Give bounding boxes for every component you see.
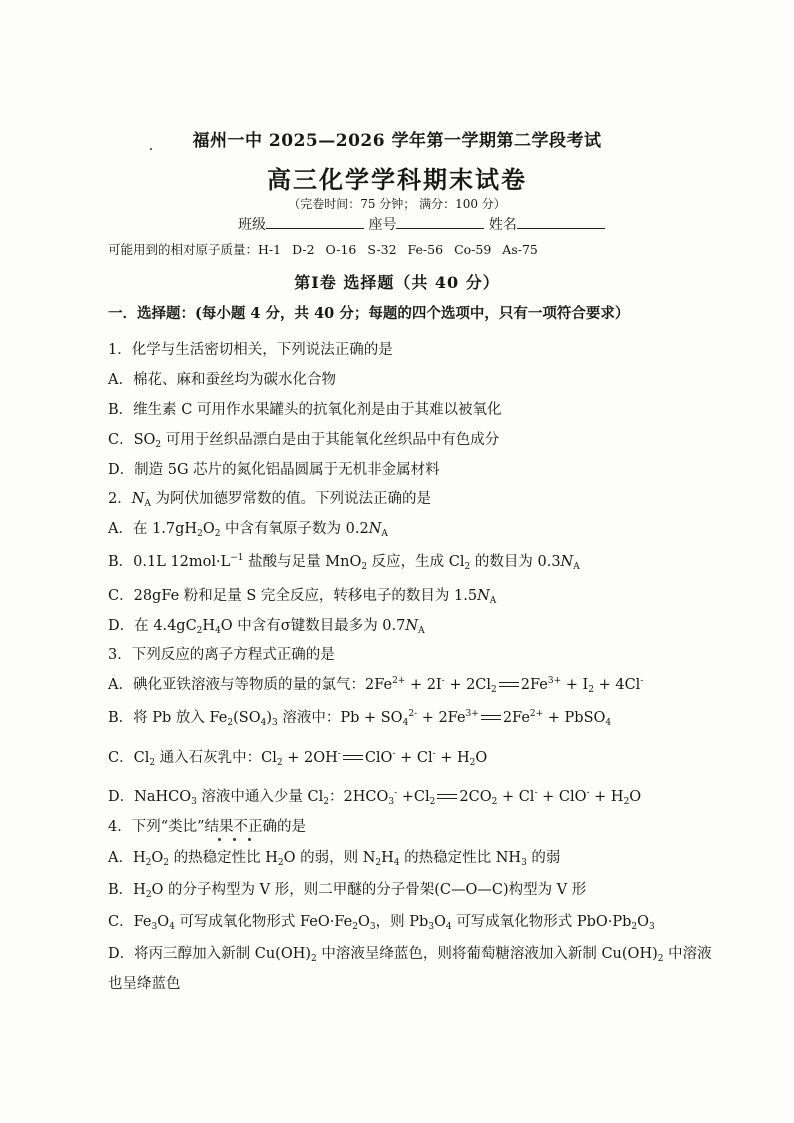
name-blank[interactable] (517, 214, 605, 229)
emphasis-dot (218, 838, 221, 841)
q2-stem: 2．$N_A$ 为阿伏加德罗常数的值。下列说法正确的是 (108, 491, 432, 509)
q1-stem: 1．化学与生活密切相关，下列说法正确的是 (108, 342, 393, 358)
atomic-mass: Fe-56 (407, 242, 444, 257)
q3-option-a: A．碘化亚铁溶液与等物质的量的氯气：$2Fe^{2+} + 2I^- + 2Cl_2$ $2Fe^{3+} + I_2 + 4Cl^-$ (108, 676, 644, 695)
q2-option-c: C．28gFe 粉和足量 S 完全反应，转移电子的数目为 $1.5N_A$ (108, 588, 497, 606)
student-fields (238, 214, 605, 234)
q1-option-c: C．$SO_2$ 可用于丝织品漂白是由于其能氧化丝织品中有色成分 (108, 432, 500, 450)
class-blank[interactable] (266, 214, 364, 229)
equals-sign (499, 681, 519, 689)
q2-option-d: D．在 $4.4gC_2H_4O$ 中含有σ键数目最多为 $0.7N_A$ (108, 618, 425, 636)
equals-sign (343, 754, 363, 762)
atomic-label: 可能用到的相对原子质量： (108, 242, 259, 257)
atomic-mass: D-2 (292, 242, 315, 257)
q4-option-d-continued: 也呈绛蓝色 (108, 976, 181, 992)
q1-option-b: B．维生素 C 可用作水果罐头的抗氧化剂是由于其难以被氧化 (108, 402, 502, 418)
q3-option-d: D．NaHCO$_3$ 溶液中通入少量 $Cl_2$：$2HCO_3^- +Cl_2$ $2CO_2 + Cl^- + ClO^- + H_2O$ (108, 788, 642, 807)
atomic-mass: Co-59 (454, 242, 492, 257)
equals-sign (437, 793, 457, 801)
atomic-mass: S-32 (367, 242, 397, 257)
exam-info: （完卷时间：75 分钟； 满分：100 分） (288, 197, 506, 211)
part-title: 一．选择题：(每小题 4 分，共 40 分；每题的四个选项中，只有一项符合要求） (108, 305, 630, 322)
school-exam-title: 福州一中 2025—2026 学年第一学期第二学段考试 (192, 131, 602, 151)
atomic-mass: H-1 (258, 242, 282, 257)
q1-option-a: A．棉花、麻和蚕丝均为碳水化合物 (108, 372, 336, 388)
q4-stem: 4．下列“类比”结果不正确的是 (108, 819, 307, 835)
scan-speck (150, 148, 152, 150)
q3-option-c: C．$Cl_2$ 通入石灰乳中：$Cl_2 + 2OH^-$ $ClO^- + Cl^- + H_2O$ (108, 749, 488, 768)
q4-option-d: D．将丙三醇加入新制 $Cu(OH)_2$ 中溶液呈绛蓝色，则将葡萄糖溶液加入新制 $Cu(OH)_2$ 中溶液 (108, 946, 712, 964)
emphasis-dot (233, 838, 236, 841)
emphasis-dot (248, 838, 251, 841)
atomic-masses (108, 240, 549, 258)
q2-option-b: B．0.1L $12mol\cdot L^{-1}$ 盐酸与足量 MnO$_2$ 反应，生成 $Cl_2$ 的数目为 $0.3N_A$ (108, 553, 580, 572)
seat-label: 座号 (368, 217, 397, 233)
seat-blank[interactable] (396, 214, 484, 229)
q4-option-a: A．$H_2O_2$ 的热稳定性比 $H_2O$ 的弱，则 $N_2H_4$ 的热稳定性比 $NH_3$ 的弱 (108, 850, 561, 868)
q3-option-b: B．将 Pb 放入 $Fe_2(SO_4)_3$ 溶液中：$Pb + SO_4^{2-} + 2Fe^{3+}$ $2Fe^{2+}$ + PbSO$_4$ (108, 709, 612, 728)
atomic-mass: As-75 (502, 242, 538, 257)
section-title: 第Ⅰ卷 选择题（共 40 分） (294, 273, 500, 292)
q4-option-c: C．$Fe_3O_4$ 可写成氧化物形式 $FeO\cdot Fe_2O_3$，则 $Pb_3O_4$ 可写成氧化物形式 $PbO\cdot Pb_2O_3$ (108, 914, 655, 932)
atomic-mass: O-16 (325, 242, 357, 257)
q2-option-a: A．在 $1.7gH_2O_2$ 中含有氧原子数为 $0.2N_A$ (108, 521, 388, 539)
q3-stem: 3．下列反应的离子方程式正确的是 (108, 647, 335, 663)
exam-title: 高三化学学科期末试卷 (267, 165, 527, 194)
class-label: 班级 (238, 217, 266, 233)
q4-option-b: B．$H_2O$ 的分子构型为 V 形，则二甲醚的分子骨架(C—O—C)构型为 V 形 (108, 882, 587, 900)
q1-option-d: D．制造 5G 芯片的氮化铝晶圆属于无机非金属材料 (108, 462, 440, 478)
name-label: 姓名 (488, 217, 517, 233)
equals-sign (481, 714, 501, 722)
